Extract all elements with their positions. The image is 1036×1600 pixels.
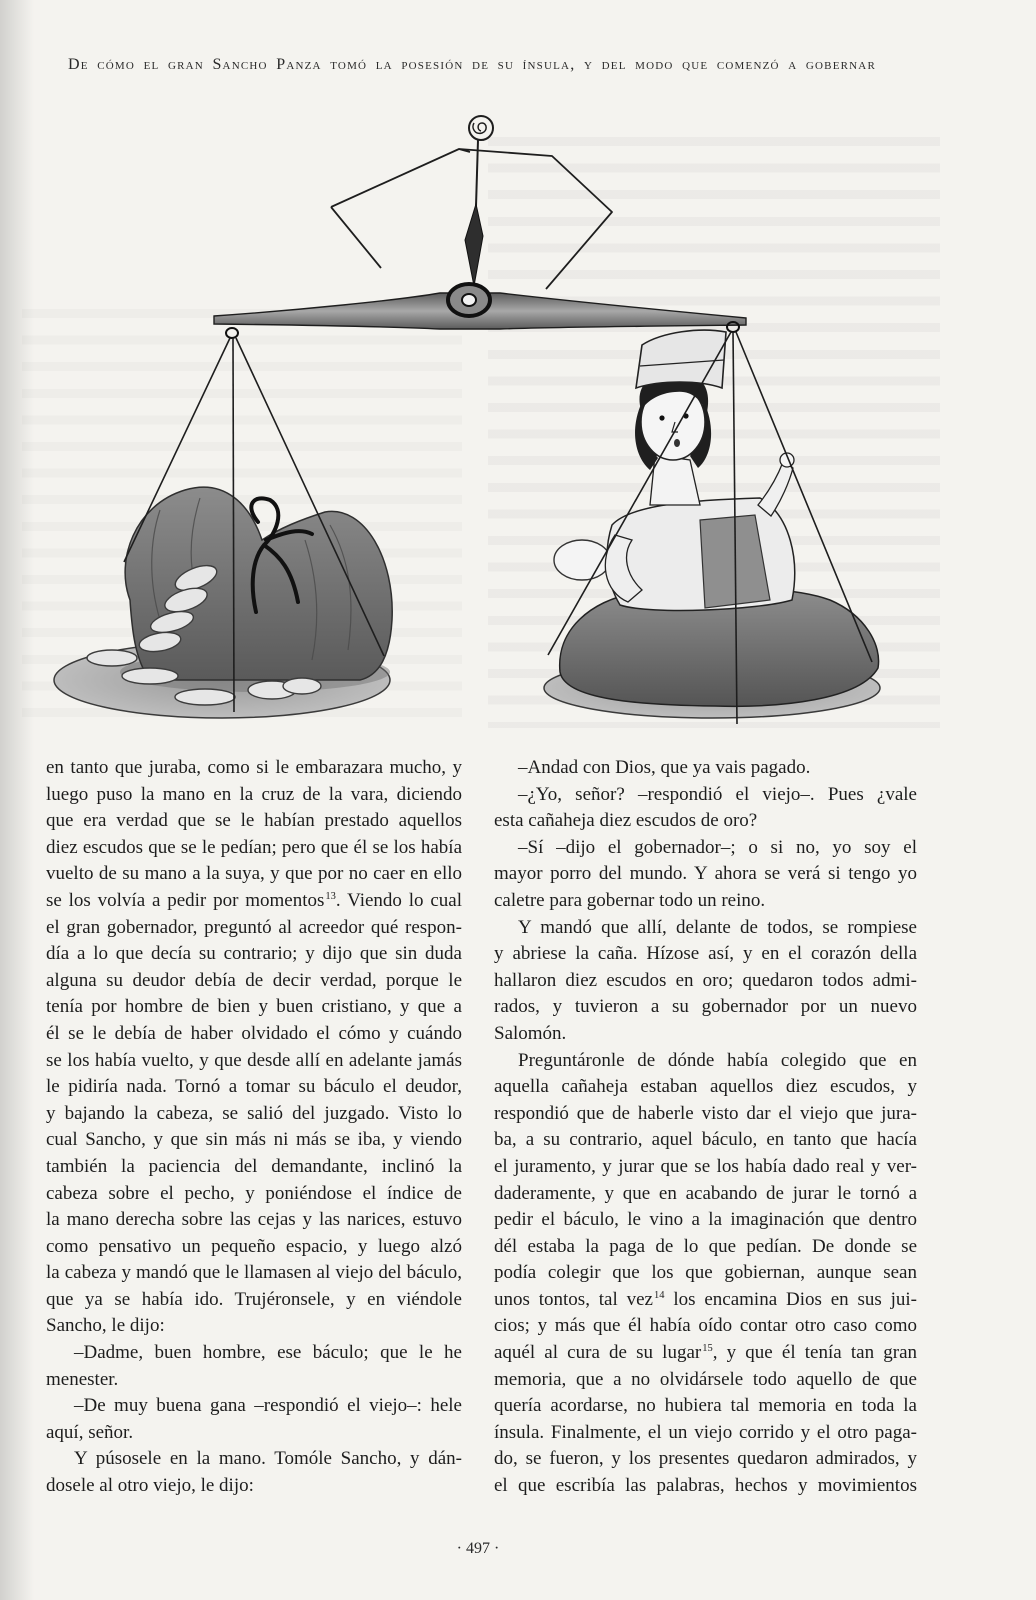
- footnote-marker: 14: [653, 1289, 665, 1301]
- text-line: la mano derecha sobre las cejas y las narices, estuvo: [46, 1209, 462, 1231]
- left-column: [46, 755, 462, 1500]
- text-line: cual Sancho, y que sin más ni más se iba, y viendo: [46, 1129, 462, 1151]
- text-line: Preguntáronle de dónde había colegido que en: [518, 1049, 917, 1071]
- text-line: vuelto de su mano a la suya, y que por no caer en ello: [46, 863, 462, 885]
- text-line: él se le debía de haber olvidado el cómo y cuándo: [46, 1022, 462, 1044]
- text-segment: . Viendo lo cual: [335, 889, 462, 911]
- text-line: –Dadme, buen hombre, ese báculo; que le he: [74, 1342, 462, 1364]
- text-segment: se los volvía a pedir por momentos: [46, 889, 325, 911]
- text-line: esta cañaheja diez escudos de oro?: [494, 810, 758, 832]
- text-line: también la paciencia del demandante, inclinó la: [46, 1155, 462, 1177]
- right-column: [494, 755, 917, 1500]
- figure-bonnet: [636, 330, 726, 388]
- text-line: –¿Yo, señor? –respondió el viejo–. Pues ¿vale: [518, 783, 917, 805]
- text-line: daderamente, y que en acabando de jurar le tornó a: [494, 1182, 917, 1204]
- text-line: alguna su deudor debía de decir verdad, porque le: [46, 969, 462, 991]
- text-line: el gran gobernador, preguntó al acreedor qué respon-: [46, 916, 462, 938]
- text-line: [494, 1287, 917, 1314]
- text-line: la cabeza y mandó que le llamasen al viejo del báculo,: [46, 1262, 462, 1284]
- coin: [87, 650, 137, 666]
- figure-mouth: [674, 439, 680, 447]
- text-line: caletre para gobernar todo un reino.: [494, 889, 766, 911]
- scale-pivot: [448, 284, 490, 316]
- text-line: rados, y tuvieron a su gobernador por un nuevo: [494, 996, 917, 1018]
- text-line: que era verdad que se le habían prestado aquellos: [46, 810, 462, 832]
- text-line: se los había vuelto, y que desde allí en adelante jamás: [46, 1049, 462, 1071]
- balance-scale-illustration: [0, 100, 1036, 740]
- running-header: De cómo el gran Sancho Panza tomó la posesión de su ínsula, y del modo que comenzó a gobernar: [68, 56, 876, 73]
- text-line: –De muy buena gana –respondió el viejo–: hele: [74, 1395, 462, 1417]
- text-line: –Sí –dijo el gobernador–; o si no, yo soy el: [518, 836, 917, 858]
- text-line: [494, 1340, 917, 1367]
- text-line: día a lo que decía su contrario; y dijo que sin duda: [46, 943, 462, 965]
- money-bag: [125, 487, 392, 680]
- coin: [175, 689, 235, 705]
- page-number: · 497 ·: [456, 1540, 500, 1557]
- text-line: tenía por hombre de bien y buen cristiano, y que a: [46, 996, 462, 1018]
- text-line: pedir el báculo, le vino a la imaginación que dentro: [494, 1209, 917, 1231]
- text-line: el juramento, y jurar que se los había dado real y ver-: [494, 1155, 917, 1177]
- text-line: el que escribía las palabras, hechos y movimientos: [494, 1475, 917, 1497]
- text-line: aquella cañaheja estaban aquellos diez escudos, y: [494, 1076, 917, 1098]
- text-segment: los encamina Dios en sus jui-: [664, 1288, 917, 1310]
- text-line: aquí, señor.: [46, 1421, 134, 1443]
- text-line: Sancho, le dijo:: [46, 1315, 165, 1337]
- text-line: diez escudos que se le pedían; pero que él se los había: [46, 836, 462, 858]
- text-line: ínsula. Finalmente, el un viejo corrido y el otro paga-: [494, 1421, 917, 1443]
- text-line: mayor porro del mundo. Y ahora se verá si tengo yo: [494, 863, 917, 885]
- figure-right-arm: [758, 462, 793, 516]
- text-line: dél estaba la paga de lo que pedían. De donde se: [494, 1235, 917, 1257]
- text-line: luego puso la mano en la cruz de la vara, diciendo: [46, 783, 462, 805]
- scale-hook: [469, 116, 493, 206]
- text-line: en tanto que juraba, como si le embarazara mucho, y: [46, 757, 462, 778]
- text-line: [46, 888, 462, 915]
- woman-figure: [554, 330, 879, 706]
- text-line: y abriese la caña. Hízose así, y en el corazón della: [494, 943, 917, 965]
- text-segment: , y que él tenía tan gran: [712, 1342, 917, 1364]
- text-segment: unos tontos, tal vez: [494, 1288, 653, 1310]
- text-line: y bajando la cabeza, se salió del juzgado. Visto lo: [46, 1102, 462, 1124]
- scale-needle: [465, 204, 483, 286]
- text-line: hallaron diez escudos en oro; quedaron todos admi-: [494, 969, 917, 991]
- text-line: le pidiría nada. Tornó a tomar su báculo el deudor,: [46, 1076, 462, 1098]
- left-pan-ring: [226, 328, 238, 338]
- text-line: que ya se había ido. Trujéronsele, y en viéndole: [46, 1288, 462, 1310]
- text-line: Y púsosele en la mano. Tomóle Sancho, y dán-: [74, 1448, 462, 1470]
- text-line: podía colegir que los que gobiernan, aunque sean: [494, 1262, 917, 1284]
- text-line: quería acordarse, no hubiera tal memoria en toda la: [494, 1395, 917, 1417]
- coin: [283, 678, 321, 694]
- text-segment: aquél al cura de su lugar: [494, 1342, 702, 1364]
- text-line: Salomón.: [494, 1022, 567, 1044]
- text-line: dosele al otro viejo, le dijo:: [46, 1475, 254, 1497]
- text-line: ba, a su contrario, aquel báculo, en tanto que hacía: [494, 1129, 917, 1151]
- text-line: cios; y más que él había oído contar otro caso como: [494, 1315, 917, 1337]
- text-line: Y mandó que allí, delante de todos, se rompiese: [518, 916, 917, 938]
- figure-eye: [659, 415, 664, 420]
- footnote-marker: 13: [325, 890, 336, 902]
- text-line: respondió que de haberle visto dar el viejo que jura-: [494, 1102, 917, 1124]
- text-line: como pensativo un pequeño espacio, y luego alzó: [46, 1235, 462, 1257]
- text-line: cabeza sobre el pecho, y poniéndose el índice de: [46, 1182, 462, 1204]
- text-line: menester.: [46, 1368, 119, 1390]
- text-line: memoria, que a no olvidársele todo aquello de que: [494, 1368, 917, 1390]
- text-line: do, se fueron, y los presentes quedaron admirados, y: [494, 1448, 917, 1470]
- coin: [122, 668, 178, 684]
- footnote-marker: 15: [702, 1343, 713, 1355]
- text-line: –Andad con Dios, que ya vais pagado.: [518, 757, 811, 778]
